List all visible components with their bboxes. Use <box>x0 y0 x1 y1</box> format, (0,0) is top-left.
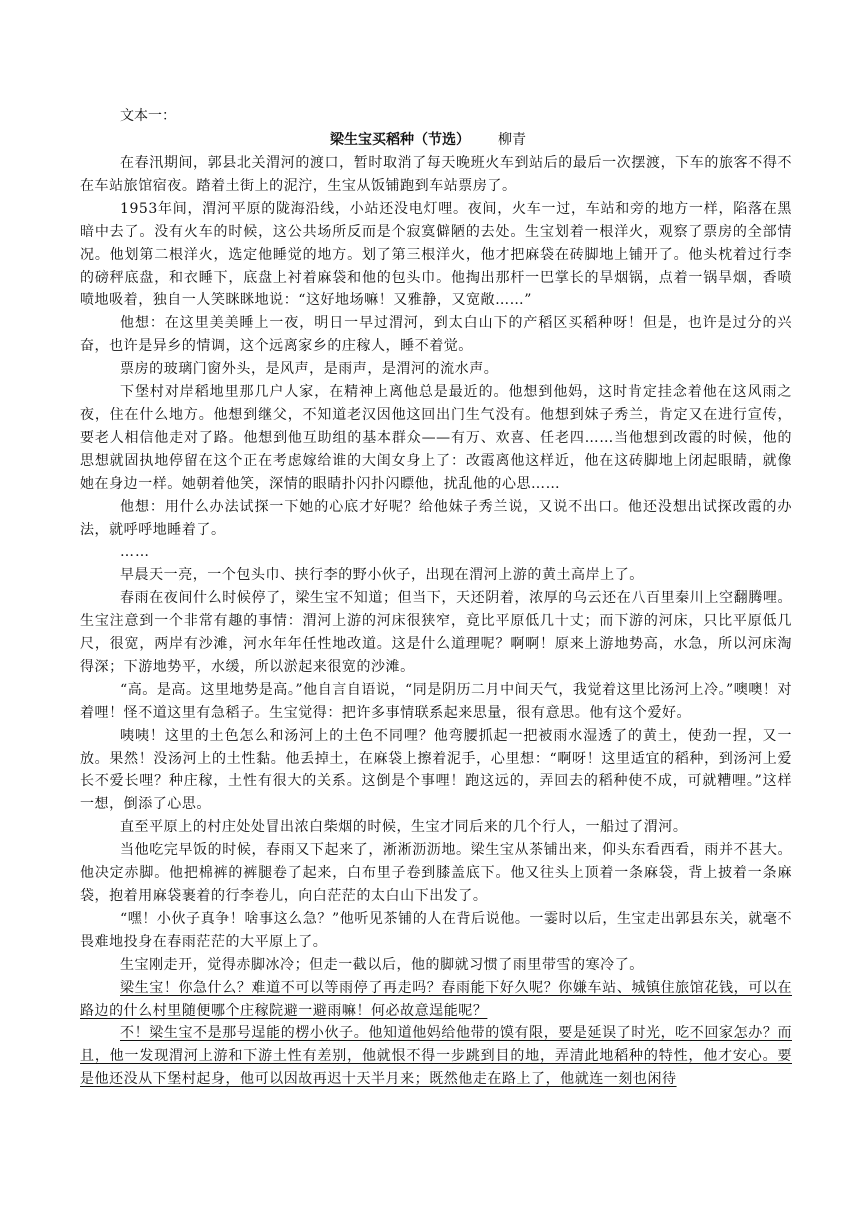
article-author: 柳青 <box>498 132 526 148</box>
underlined-paragraph: 梁生宝！你急什么？难道不可以等雨停了再走吗？春雨能下好久呢？你嫌车站、城镇住旅馆花钱，可以在路边的什么村里随便哪个庄稼院避一避雨嘛！何必故意逞能呢？ <box>80 979 792 1019</box>
paragraph: 在春汛期间，郭县北关渭河的渡口，暂时取消了每天晚班火车到站后的最后一次摆渡，下车的旅客不得不在车站旅馆宿夜。踏着土街上的泥泞，生宝从饭铺跑到车站票房了。 <box>80 155 792 194</box>
paragraph: 生宝刚走开，觉得赤脚冰冷；但走一截以后，他的脚就习惯了雨里带雪的寒冷了。 <box>120 956 644 973</box>
paragraph: “嘿！小伙子真争！啥事这么急？”他听见茶铺的人在背后说他。一霎时以后，生宝走出郭县东关，就毫不畏难地投身在春雨茫茫的大平原上了。 <box>80 910 792 950</box>
paragraph: 票房的玻璃门窗外头，是风声，是雨声，是渭河的流水声。 <box>120 361 499 378</box>
paragraph: 他想：在这里美美睡上一夜，明日一早过渭河，到太白山下的产稻区买稻种呀！但是，也许是过分的兴奋，也许是异乡的情调，这个远离家乡的庄稼人，睡不着觉。 <box>80 315 792 355</box>
paragraph: 直至平原上的村庄处处冒出浓白柴烟的时候，生宝才同后来的几个行人，一船过了渭河。 <box>120 819 688 836</box>
paragraph: 当他吃完早饭的时候，春雨又下起来了，淅淅沥沥地。梁生宝从茶铺出来，仰头东看西看，雨并不甚大。他决定赤脚。他把棉裤的裤腿卷了起来，白布里子卷到膝盖底下。他又往头上顶着一条麻袋，背上披着一条麻袋，抱着用麻袋裹着的行李卷儿，向白茫茫的太白山下出发了。 <box>80 842 792 904</box>
section-label: 文本一： <box>120 108 176 124</box>
paragraph: 1953年间，渭河平原的陇海沿线，小站还没电灯哩。夜间，火车一过，车站和旁的地方一样，陷落在黑暗中去了。没有火车的时候，这公共场所反而是个寂寞僻陋的去处。生宝划着一根洋火，观察了票房的全部情况。他划第二根洋火，选定他睡觉的地方。划了第三根洋火，他才把麻袋在砖脚地上铺开了。他头枕着过行李的磅秤底盘，和衣睡下，底盘上衬着麻袋和他的包头巾。他掏出那杆一巴掌长的旱烟锅，点着一锅旱烟，香喷喷地吸着，独自一人笑眯眯地说：“这好地场嘛！又雅静，又宽敞……” <box>80 200 792 309</box>
article-title-line <box>330 128 792 152</box>
paragraph: 春雨在夜间什么时候停了，梁生宝不知道；但当下，天还阴着，浓厚的乌云还在八百里秦川上空翻腾哩。生宝注意到一个非常有趣的事情：渭河上游的河床很狭窄，竟比平原低几十丈；而下游的河床，只比平原低几尺，很宽，两岸有沙滩，河水年年任性地改道。这是什么道理呢？啊啊！原来上游地势高，水急，所以河床淘得深；下游地势平，水缓，所以淤起来很宽的沙滩。 <box>80 590 792 675</box>
document-page <box>80 104 792 1091</box>
paragraph: 下堡村对岸稻地里那几户人家，在精神上离他总是最近的。他想到他妈，这时肯定挂念着他在这风雨之夜，住在什么地方。他想到继父，不知道老汉因他这回出门生气没有。他想到妹子秀兰，肯定又在进行宣传，要老人相信他走对了路。他想到他互助组的基本群众——有万、欢喜、任老四……当他想到改霞的时候，他的思想就固执地停留在这个正在考虑嫁给谁的大闺女身上了：改霞离他这样近，他在这砖脚地上闭起眼睛，就像她在身边一样。她朝着他笑，深情的眼睛扑闪扑闪瞟他，扰乱他的心思…… <box>80 384 792 492</box>
paragraph: “高。是高。这里地势是高。”他自言自语说，“同是阴历二月中间天气，我觉着这里比汤河上冷。”噢噢！对着哩！怪不道这里有急稻子。生宝觉得：把许多事情联系起来思量，很有意思。他有这个爱好。 <box>80 681 792 721</box>
article-title: 梁生宝买稻种（节选） <box>330 132 470 148</box>
underlined-paragraph: 不！梁生宝不是那号逞能的楞小伙子。他知道他妈给他带的馍有限，要是延误了时光，吃不回家怎办？而且，他一发现渭河上游和下游土性有差别，他就恨不得一步跳到目的地，弄清此地稻种的特性，他才安心。要是他还没从下堡村起身，他可以因故再迟十天半月来；既然他走在路上了，他就连一刻也闲待 <box>80 1025 792 1088</box>
omission-mark: …… <box>120 544 150 561</box>
paragraph: 他想：用什么办法试探一下她的心底才好呢？给他妹子秀兰说，又说不出口。他还没想出试探改霞的办法，就呼呼地睡着了。 <box>80 498 792 538</box>
paragraph: 早晨天一亮，一个包头巾、挟行李的野小伙子，出现在渭河上游的黄土高岸上了。 <box>120 567 644 584</box>
paragraph: 咦咦！这里的土色怎么和汤河上的土色不同哩？他弯腰抓起一把被雨水湿透了的黄土，使劲一捏，又一放。果然！没汤河上的土性黏。他丢掉土，在麻袋上擦着泥手，心里想：“啊呀！这里适宜的稻种，到汤河上爱长不爱长哩？种庄稼，土性有很大的关系。这倒是个事哩！跑这远的，弄回去的稻种使不成，可就糟哩。”这样一想，倒添了心思。 <box>80 727 792 813</box>
